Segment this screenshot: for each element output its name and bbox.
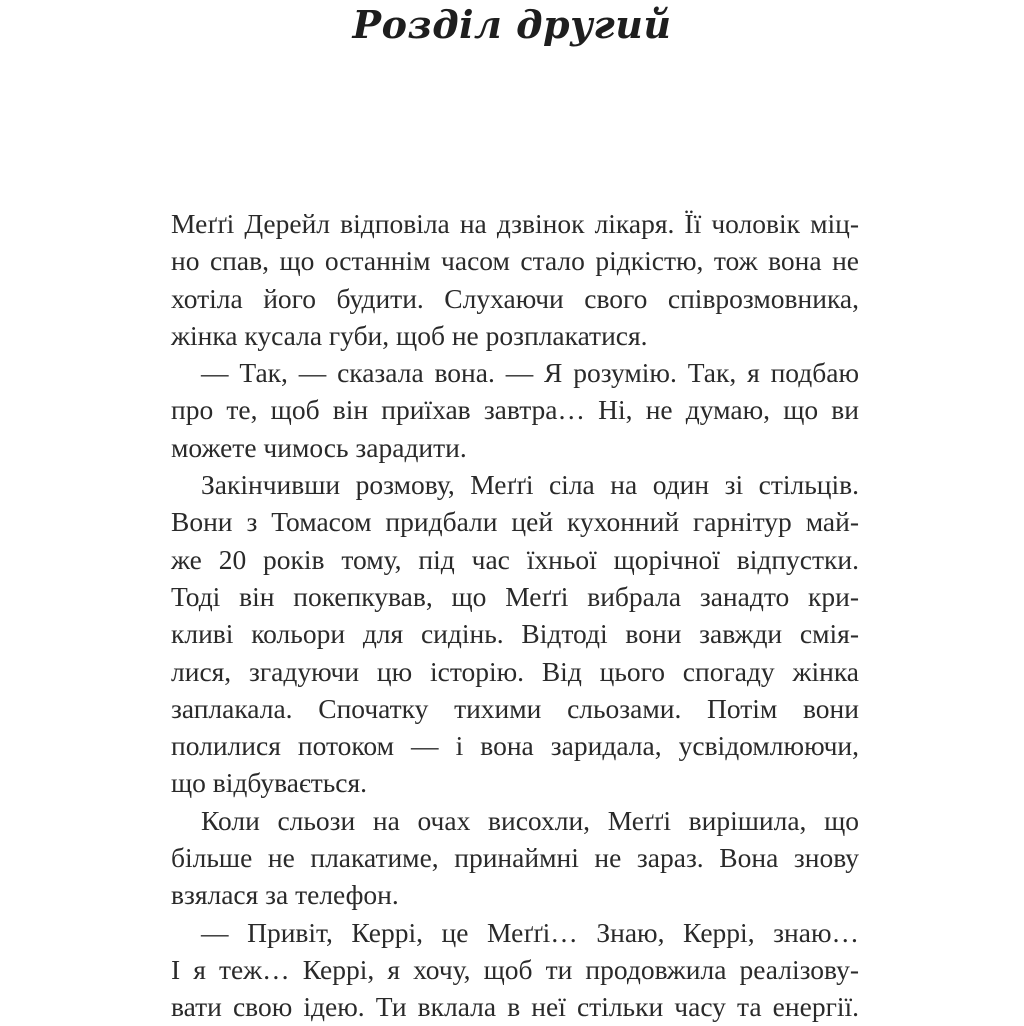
- chapter-title: Розділ другий: [352, 2, 672, 47]
- text-line: Меґґі Дерейл відповіла на дзвінок лікаря. Її чоловік міц-: [171, 208, 859, 239]
- text-line: Закінчивши розмову, Меґґі сіла на один зі стільців.: [201, 469, 859, 501]
- text-line: можете чимось зарадити.: [171, 431, 467, 463]
- text-line: же 20 років тому, під час їхньої щорічної відпустки.: [171, 543, 859, 575]
- text-line: Коли сльози на очах висохли, Меґґі вирішила, що: [201, 804, 859, 836]
- text-line: полилися потоком — і вона заридала, усвідомлюючи,: [171, 730, 859, 762]
- text-line: Тоді він покепкував, що Меґґі вибрала занадто кри-: [171, 580, 859, 612]
- text-line: но спав, що останнім часом стало рідкістю, тож вона не: [171, 245, 859, 277]
- text-line: вати свою ідею. Ти вклала в неї стільки часу та енергії.: [171, 991, 859, 1023]
- text-line: про те, щоб він приїхав завтра… Ні, не думаю, що ви: [171, 394, 859, 426]
- text-line: — Так, — сказала вона. — Я розумію. Так, я подбаю: [201, 357, 859, 389]
- text-line: більше не плакатиме, принаймні не зараз. Вона знову: [171, 842, 859, 874]
- text-line: Вони з Томасом придбали цей кухонний гарнітур май-: [171, 506, 859, 538]
- text-line: заплакала. Спочатку тихими сльозами. Потім вони: [171, 692, 859, 724]
- text-line: лися, згадуючи цю історію. Від цього спогаду жінка: [171, 655, 859, 687]
- text-line: кливі кольори для сидінь. Відтоді вони завжди смія-: [171, 618, 859, 650]
- text-line: що відбувається.: [171, 767, 368, 799]
- text-line: І я теж… Керрі, я хочу, щоб ти продовжила реалізову-: [171, 953, 859, 985]
- text-line: — Привіт, Керрі, це Меґґі… Знаю, Керрі, знаю…: [201, 916, 859, 948]
- text-line: жінка кусала губи, щоб не розплакатися.: [171, 319, 648, 351]
- text-line: взялася за телефон.: [171, 879, 399, 911]
- body-text: [171, 205, 859, 1026]
- text-line: хотіла його будити. Слухаючи свого співрозмовника,: [171, 282, 859, 314]
